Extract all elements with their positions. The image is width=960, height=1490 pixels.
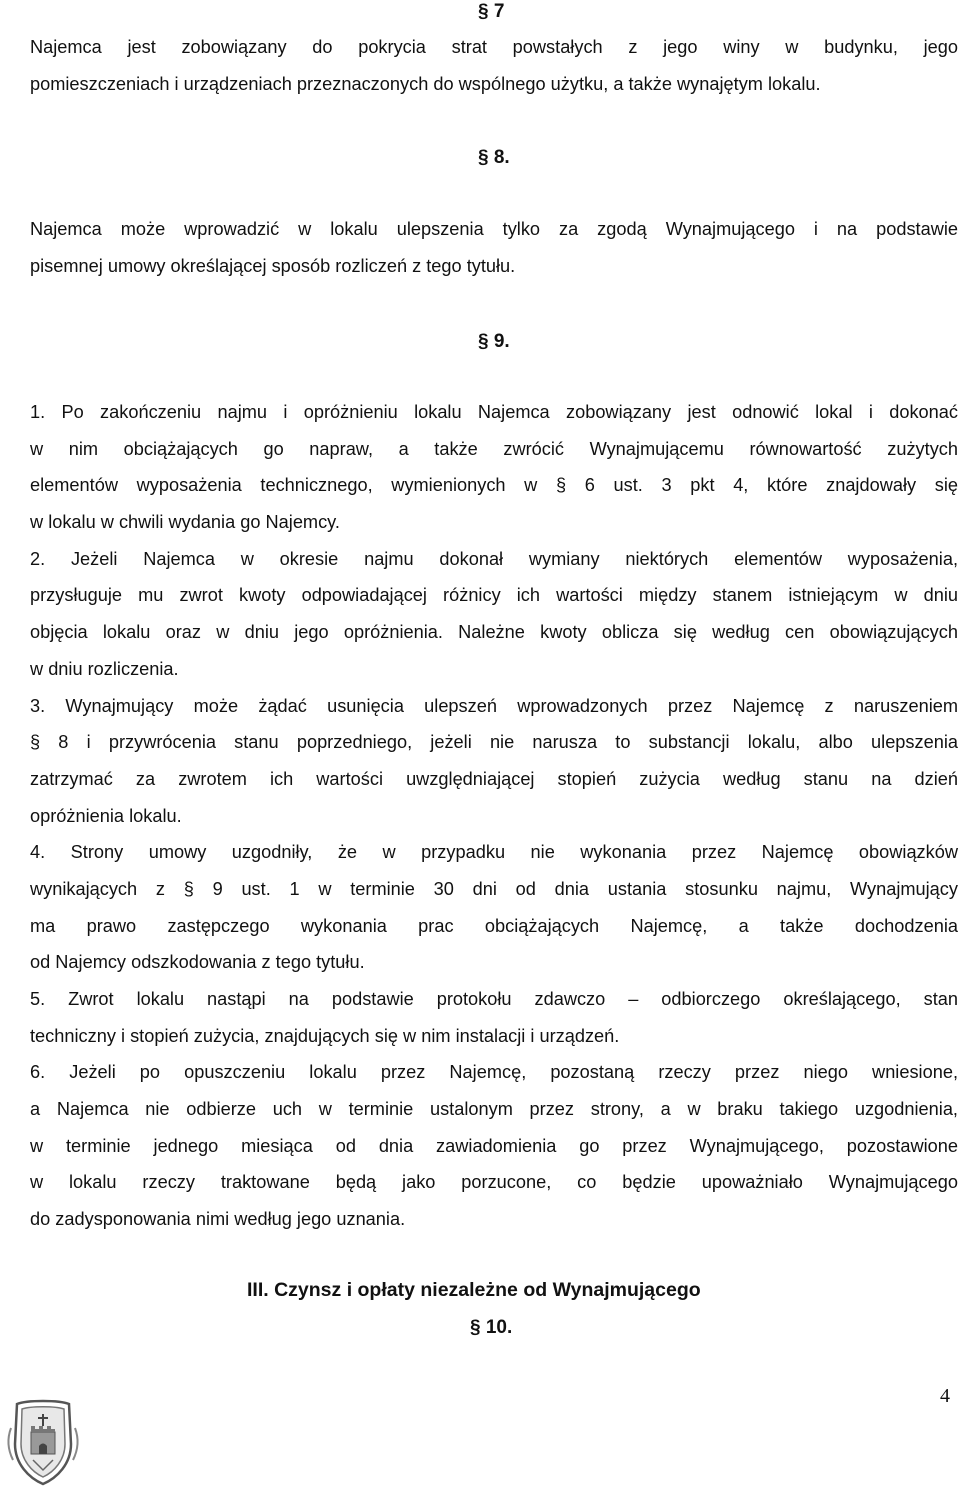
text-line: ma prawo zastępczego wykonania prac obciążających Najemcę, a także dochodzenia [30, 915, 958, 936]
page-number: 4 [940, 1385, 950, 1407]
text-line: elementów wyposażenia technicznego, wymienionych w § 6 ust. 3 pkt 4, które znajdowały się [30, 475, 958, 496]
paragraph-8-heading: § 8. [478, 147, 510, 168]
paragraph-10-heading: § 10. [470, 1317, 513, 1338]
city-crest-logo [3, 1398, 83, 1488]
text-line: w lokalu rzeczy traktowane będą jako porzucone, co będzie upoważniało Wynajmującego [30, 1172, 958, 1193]
paragraph-9-body [30, 394, 958, 1238]
text-line: Najemca jest zobowiązany do pokrycia strat powstałych z jego winy w budynku, jego [30, 37, 958, 57]
text-line: wynikających z § 9 ust. 1 w terminie 30 dni od dnia ustania stosunku najmu, Wynajmujący [30, 878, 958, 899]
paragraph-7-body [30, 29, 958, 102]
text-line: 3. Wynajmujący może żądać usunięcia ulepszeń wprowadzonych przez Najemcę z naruszeniem [30, 695, 958, 716]
text-line: w lokalu w chwili wydania go Najemcy. [30, 512, 340, 533]
text-line: do zadysponowania nimi według jego uznania. [30, 1209, 406, 1230]
text-line: w dniu rozliczenia. [30, 658, 179, 679]
text-line: od Najemcy odszkodowania z tego tytułu. [30, 952, 365, 973]
text-line: Najemca może wprowadzić w lokalu ulepszenia tylko za zgodą Wynajmującego i na podstawie [30, 219, 958, 239]
text-line: 1. Po zakończeniu najmu i opróżnieniu lokalu Najemca zobowiązany jest odnowić lokal i dokonać [30, 402, 958, 422]
text-line: objęcia lokalu oraz w dniu jego opróżnienia. Należne kwoty oblicza się według cen obowiązujących [30, 622, 958, 643]
text-line: 4. Strony umowy uzgodniły, że w przypadku nie wykonania przez Najemcę obowiązków [30, 842, 958, 863]
text-line: w nim obciążających go napraw, a także zwrócić Wynajmującemu równowartość zużytych [30, 438, 958, 459]
text-line: a Najemca nie odbierze uch w terminie ustalonym przez strony, a w braku takiego uzgodnienia, [30, 1099, 958, 1120]
paragraph-9-heading: § 9. [478, 331, 510, 352]
text-line: techniczny i stopień zużycia, znajdujących się w nim instalacji i urządzeń. [30, 1025, 620, 1046]
text-line: opróżnienia lokalu. [30, 805, 182, 826]
text-line: przysługuje mu zwrot kwoty odpowiadającej różnicy ich wartości między stanem istniejącym w dniu [30, 585, 958, 606]
text-line: w terminie jednego miesiąca od dnia zawiadomienia go przez Wynajmującego, pozostawione [30, 1135, 958, 1156]
text-line: 5. Zwrot lokalu nastąpi na podstawie protokołu zdawczo – odbiorczego określającego, stan [30, 989, 958, 1009]
paragraph-8-body [30, 211, 958, 284]
paragraph-7-heading: § 7 [478, 1, 505, 22]
text-line: pomieszczeniach i urządzeniach przeznaczonych do wspólnego użytku, a także wynajętym lokalu. [30, 73, 821, 94]
section-title: III. Czynsz i opłaty niezależne od Wynajmującego [247, 1279, 701, 1301]
text-line: § 8 i przywrócenia stanu poprzedniego, jeżeli nie narusza to substancji lokalu, albo ulepszenia [30, 732, 958, 753]
text-line: 6. Jeżeli po opuszczeniu lokalu przez Najemcę, pozostaną rzeczy przez niego wniesione, [30, 1062, 958, 1083]
text-line: pisemnej umowy określającej sposób rozliczeń z tego tytułu. [30, 255, 516, 276]
text-line: 2. Jeżeli Najemca w okresie najmu dokonał wymiany niektórych elementów wyposażenia, [30, 548, 958, 569]
text-line: zatrzymać za zwrotem ich wartości uwzględniającej stopień zużycia według stanu na dzień [30, 768, 958, 789]
